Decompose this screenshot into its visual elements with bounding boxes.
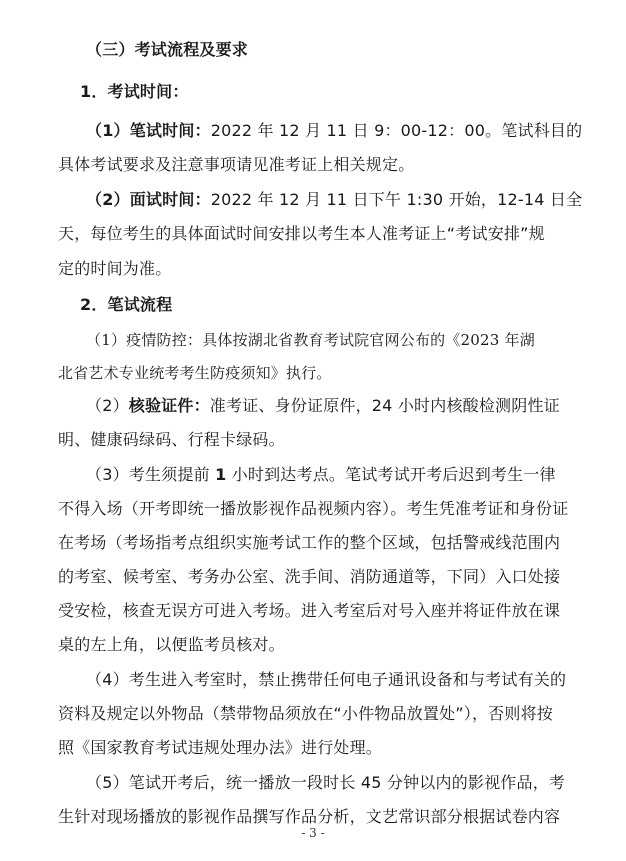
film-analysis-line-2: 生针对现场播放的影视作品撰写作品分析，文艺常识部分根据试卷内容 xyxy=(58,807,561,826)
written-exam-time-label: （1）笔试时间： xyxy=(86,121,211,140)
written-exam-time-paragraph xyxy=(86,121,582,141)
arrival-line-4: 的考室、候考室、考务办公室、洗手间、消防通道等，下同）入口处接 xyxy=(58,567,561,586)
arrival-line-6: 桌的左上角，以便监考员核对。 xyxy=(58,635,285,654)
prohibited-items-line-3: 照《国家教育考试违规处理办法》进行处理。 xyxy=(58,738,383,757)
id-check-text-2: 明、健康码绿码、行程卡绿码。 xyxy=(58,430,285,449)
section-heading: （三）考试流程及要求 xyxy=(86,40,249,59)
prohibited-items-line-2: 资料及规定以外物品（禁带物品须放在“小件物品放置处”），否则将按 xyxy=(58,704,553,723)
arrival-line-2: 不得入场（开考即统一播放影视作品视频内容）。考生凭准考证和身份证 xyxy=(58,499,569,518)
arrival-line-5: 受安检，核查无误方可进入考场。进入考室后对号入座并将证件放在课 xyxy=(58,601,561,620)
interview-time-label: （2）面试时间： xyxy=(86,190,211,209)
interview-time-text-1: 2022 年 12 月 11 日下午 1:30 开始，12-14 日全 xyxy=(210,190,583,209)
written-exam-time-text-2: 具体考试要求及注意事项请见准考证上相关规定。 xyxy=(58,155,415,174)
written-exam-time-text-1: 2022 年 12 月 11 日 9：00-12：00。笔试科目的 xyxy=(210,121,583,140)
film-analysis-line-1: （5）笔试开考后，统一播放一段时长 45 分钟以内的影视作品，考 xyxy=(86,773,566,792)
interview-time-paragraph xyxy=(86,190,582,210)
page-number: - 3 - xyxy=(301,826,325,840)
interview-time-text-3: 定的时间为准。 xyxy=(58,259,172,278)
arrival-line-1 xyxy=(86,465,556,485)
epidemic-control-line-1: （1）疫情防控：具体按湖北省教育考试院官网公布的《2023 年湖 xyxy=(86,331,535,349)
arrival-line-1b: 小时到达考点。笔试考试开考后迟到考生一律 xyxy=(226,465,556,484)
prohibited-items-line-1: （4）考生进入考室时，禁止携带任何电子通讯设备和与考试有关的 xyxy=(86,670,567,689)
arrival-line-1a: （3）考生须提前 xyxy=(86,465,216,484)
id-check-label: 核验证件： xyxy=(128,396,210,415)
written-process-heading: 2．笔试流程 xyxy=(80,295,173,314)
arrival-line-3: 在考场（考场指考点组织实施考试工作的整个区域，包括警戒线范围内 xyxy=(58,533,561,552)
id-check-text-1: 准考证、身份证原件，24 小时内核酸检测阴性证 xyxy=(209,396,560,415)
id-check-prefix: （2） xyxy=(86,396,129,415)
exam-time-heading: 1．考试时间： xyxy=(80,82,189,101)
epidemic-control-line-2: 北省艺术专业统考考生防疫须知》执行。 xyxy=(58,364,332,382)
interview-time-text-2: 天，每位考生的具体面试时间安排以考生本人准考证上“考试安排”规 xyxy=(58,224,545,243)
arrival-hours: 1 xyxy=(215,465,227,484)
id-check-paragraph xyxy=(86,396,560,416)
